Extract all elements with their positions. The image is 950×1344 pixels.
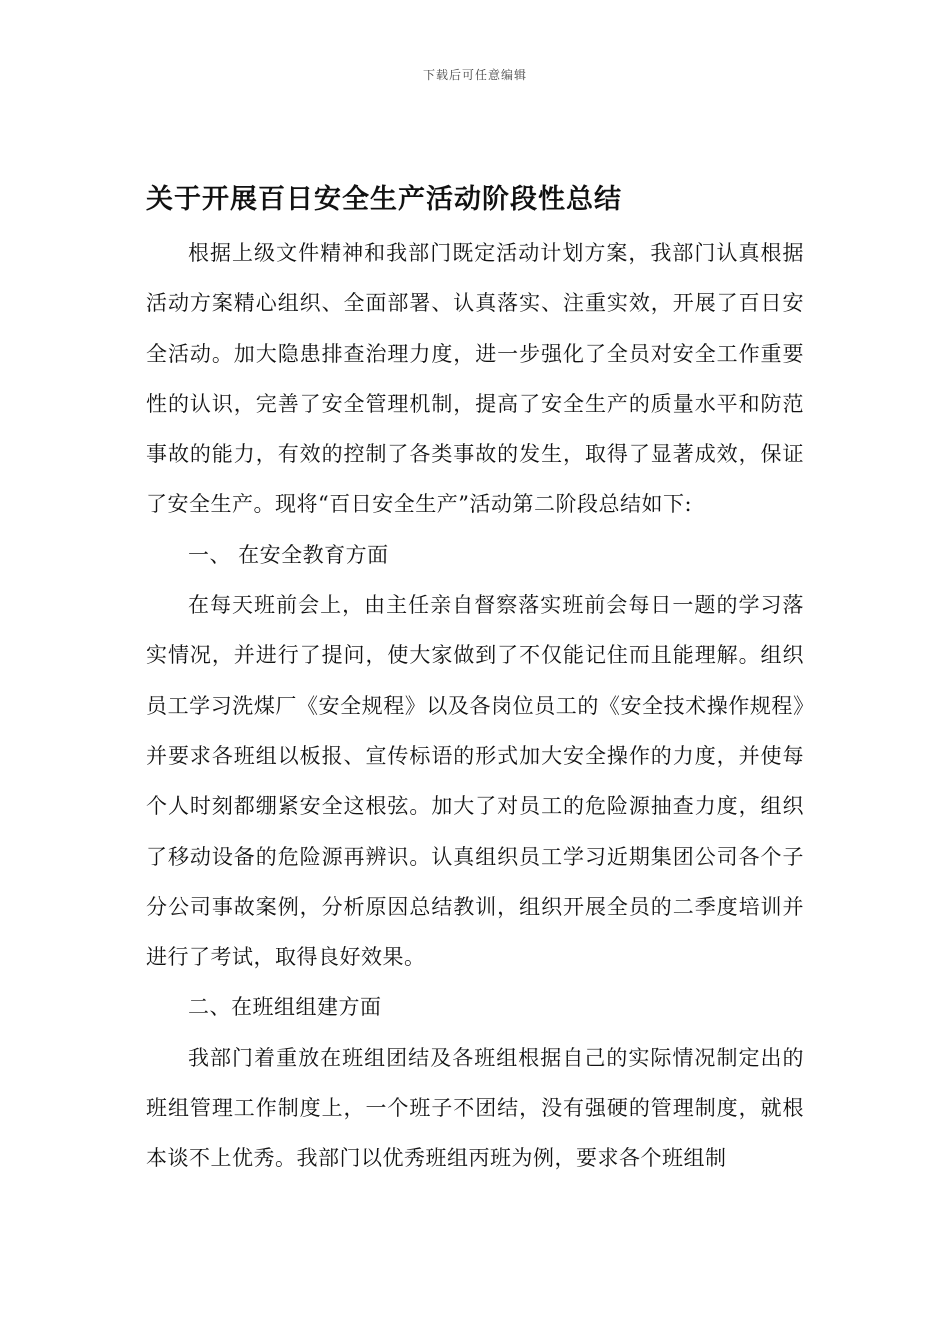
document-title: 关于开展百日安全生产活动阶段性总结 [146,184,622,215]
paragraph-safety-education: 在每天班前会上，由主任亲自督察落实班前会每日一题的学习落实情况，并进行了提问，使大家做到了不仅能记住而且能理解。组织员工学习洗煤厂《安全规程》以及各岗位员工的《安全技术操作规程》并要求各班组以板报、宣传标语的形式加大安全操作的力度，并使每个人时刻都绷紧安全这根弦。加大了对员工的危险源抽查力度，组织了移动设备的危险源再辨识。认真组织员工学习近期集团公司各个子分公司事故案例，分析原因总结教训，组织开展全员的二季度培训并进行了考试，取得良好效果。 [146,593,804,970]
paragraph-team-building: 我部门着重放在班组团结及各班组根据自己的实际情况制定出的班组管理工作制度上，一个班子不团结，没有强硬的管理制度，就根本谈不上优秀。我部门以优秀班组丙班为例，要求各个班组制 [146,1045,804,1171]
header-note: 下载后可任意编辑 [422,68,527,82]
section-heading-safety-education: 一、 在安全教育方面 [188,542,389,567]
document-body [146,228,804,1184]
paragraph-intro: 根据上级文件精神和我部门既定活动计划方案，我部门认真根据活动方案精心组织、全面部署、认真落实、注重实效，开展了百日安全活动。加大隐患排查治理力度，进一步强化了全员对安全工作重要性的认识，完善了安全管理机制，提高了安全生产的质量水平和防范事故的能力，有效的控制了各类事故的发生，取得了显著成效，保证了安全生产。现将“百日安全生产”活动第二阶段总结如下: [146,241,804,517]
section-heading-team-building: 二、在班组组建方面 [188,995,382,1020]
